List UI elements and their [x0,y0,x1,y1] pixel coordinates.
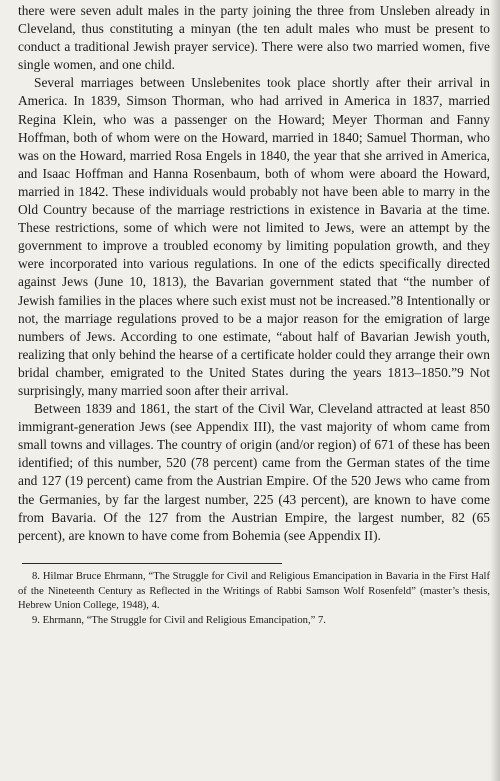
footnote-8: 8. Hilmar Bruce Ehrmann, “The Struggle for Civil and Religious Emancipation in Bavaria in the First Half of the Nineteenth Century as Reflected in the Writings of Rabbi Samson Wolf Rosenfeld” (master’s thesis, Hebrew Union College, 1948), 4. [18,570,490,612]
footnote-9: 9. Ehrmann, “The Struggle for Civil and Religious Emancipation,” 7. [32,615,326,627]
page-edge-shadow [490,0,500,781]
paragraph-immigration-stats: Between 1839 and 1861, the start of the Civil War, Cleveland attracted at least 850 immigrant-generation Jews (see Appendix III), the vast majority of whom came from small towns and villages. The country of origin (and/or region) of 671 of these has been identified; of this number, 520 (78 percent) came from the German states of the time and 127 (19 percent) came from the Austrian Empire. Of the 520 Jews who came from the Germanies, by far the largest number, 225 (43 percent), are known to have come from Bavaria. Of the 127 from the Austrian Empire, the largest number, 82 (65 percent), are known to have come from Bohemia (see Appendix II). [18,401,490,543]
paragraph-marriages: Several marriages between Unslebenites took place shortly after their arrival in America. In 1839, Simson Thorman, who had arrived in America in 1837, married Regina Klein, who was a passenger on the Howard; Meyer Thorman and Fanny Hoffman, both of whom were on the Howard, married in 1840; Samuel Thorman, who was on the Howard, married Rosa Engels in 1840, the year that she arrived in America, and Isaac Hoffman and Hanna Rosenbaum, both of whom were aboard the Howard, married in 1842. These individuals would probably not have been able to marry in the Old Country because of the marriage restrictions in existence in Bavaria at the time. These restrictions, some of which were not limited to Jews, were an attempt by the government to improve a troubled economy by limiting population growth, and they were incorporated into various regulations. In one of the edicts specifically directed against Jews (June 10, 1813), the Bavarian government stated that “the number of Jewish families in the places where such exist must not be increased.”8 Intentionally or not, the marriage regulations proved to be a major reason for the emigration of large numbers of Jews. According to one estimate, “about half of Bavarian Jewish youth, realizing that only behind the hearse of a certificate holder could they arrange their own bridal chamber, emigrated to the United States during the years 1813–1850.”9 Not surprisingly, many married soon after their arrival. [18,75,490,398]
footnotes [18,570,490,629]
paragraph-continued: there were seven adult males in the party joining the three from Unsleben already in Cleveland, thus constituting a minyan (the ten adult males who must be present to conduct a traditional Jewish prayer service). There were also two married women, five single women, and one child. [18,3,490,73]
book-page [18,2,490,629]
footnote-divider [22,563,282,564]
